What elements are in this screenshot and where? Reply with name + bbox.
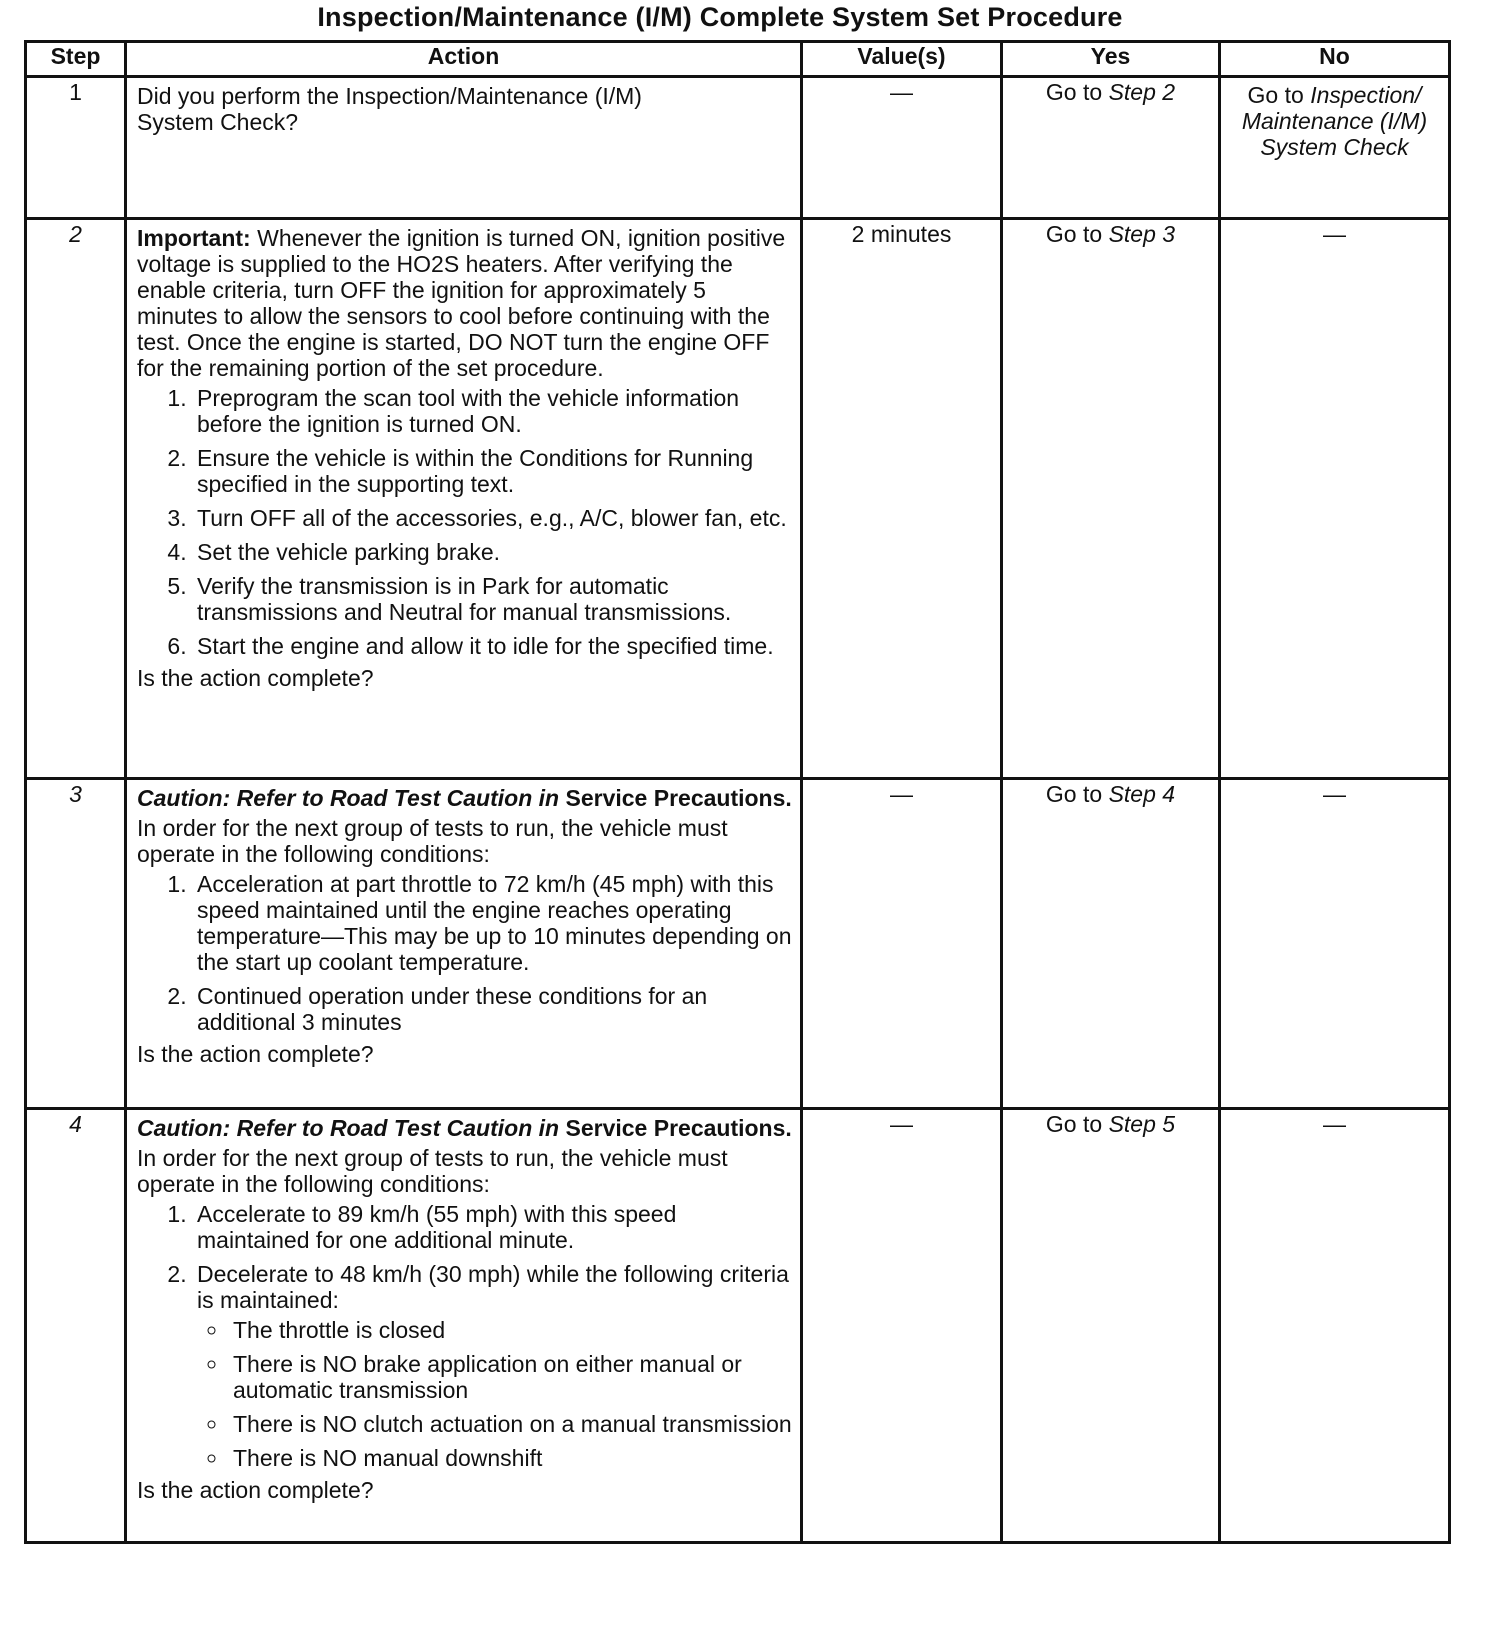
bullet-item: ◦ The throttle is closed [229, 1317, 792, 1343]
conditions-intro: In order for the next group of tests to run, the vehicle must operate in the following conditions: [137, 815, 728, 867]
header-action: Action [126, 42, 802, 77]
yes-cell [1002, 219, 1220, 779]
goto-prefix: Go to [1045, 781, 1103, 807]
important-note [137, 225, 792, 381]
list-item: 1. Preprogram the scan tool with the vehicle information before the ignition is turned ON. [193, 385, 792, 437]
no-cell [1220, 77, 1450, 219]
list-item: 3. Turn OFF all of the accessories, e.g., A/C, blower fan, etc. [193, 505, 792, 531]
caution-target: Service Precautions. [565, 785, 792, 811]
action-cell [126, 779, 802, 1109]
value-cell: — [802, 1109, 1002, 1543]
header-yes: Yes [1002, 42, 1220, 77]
goto-step-link[interactable]: Step 3 [1108, 221, 1176, 247]
bullet-item: ◦ There is NO manual downshift [229, 1445, 792, 1471]
step-number: 2 [26, 219, 126, 779]
important-text: Whenever the ignition is turned ON, ignition positive voltage is supplied to the HO2S heaters. After verifying the enable criteria, turn OFF the ignition for approximately 5 minutes to allow the sensors to cool before continuing with the test. Once the engine is started, DO NOT turn the engine OFF for the remaining portion of the set procedure. [137, 225, 786, 381]
step-number: 3 [26, 779, 126, 1109]
important-label: Important: [137, 225, 251, 251]
bullet-item: ◦ There is NO clutch actuation on a manual transmission [229, 1411, 792, 1437]
header-row [26, 42, 1450, 77]
conditions-list [137, 871, 792, 1035]
table-row-step-1 [26, 77, 1450, 219]
page-title: Inspection/Maintenance (I/M) Complete System Set Procedure [317, 2, 1123, 32]
conditions-intro: In order for the next group of tests to run, the vehicle must operate in the following conditions: [137, 1145, 728, 1197]
goto-step-link[interactable]: Step 4 [1108, 781, 1176, 807]
table-row-step-2 [26, 219, 1450, 779]
action-cell [126, 219, 802, 779]
conditions-list [137, 1201, 792, 1471]
procedure-list [137, 385, 792, 659]
list-item-text: Decelerate to 48 km/h (30 mph) while the following criteria is maintained: [197, 1261, 789, 1313]
no-cell: — [1220, 779, 1450, 1109]
bullet-item: ◦ There is NO brake application on either manual or automatic transmission [229, 1351, 792, 1403]
step-number: 4 [26, 1109, 126, 1543]
goto-step-link[interactable]: Step 2 [1108, 79, 1176, 105]
list-item: 1. Acceleration at part throttle to 72 km/h (45 mph) with this speed maintained until the engine reaches operating temperature—This may be up to 10 minutes depending on the start up coolant temperature. [193, 871, 792, 975]
action-cell [126, 77, 802, 219]
list-item: 6. Start the engine and allow it to idle for the specified time. [193, 633, 792, 659]
action-question: Is the action complete? [137, 1477, 374, 1503]
goto-prefix: Go to [1045, 1111, 1103, 1137]
caution-in: in [538, 1115, 560, 1141]
header-step: Step [26, 42, 126, 77]
yes-cell [1002, 1109, 1220, 1543]
caution-note [137, 785, 792, 811]
list-item: 2. Ensure the vehicle is within the Conditions for Running specified in the supporting text. [193, 445, 792, 497]
list-item: 5. Verify the transmission is in Park for automatic transmissions and Neutral for manual transmissions. [193, 573, 792, 625]
goto-system-check-link[interactable]: Inspection/ Maintenance (I/M) System Check [1241, 82, 1428, 160]
value-cell: — [802, 779, 1002, 1109]
caution-in: in [538, 785, 560, 811]
goto-prefix: Go to [1045, 79, 1103, 105]
goto-prefix: Go to [1247, 82, 1304, 108]
value-cell: — [802, 77, 1002, 219]
caution-label: Caution: Refer to Road Test Caution [137, 785, 533, 811]
no-cell: — [1220, 219, 1450, 779]
action-question: Did you perform the Inspection/Maintenance (I/M) System Check? [137, 83, 642, 135]
procedure-table [24, 40, 1451, 1544]
caution-target: Service Precautions. [565, 1115, 792, 1141]
caution-label: Caution: Refer to Road Test Caution [137, 1115, 533, 1141]
header-no: No [1220, 42, 1450, 77]
list-item: 4. Set the vehicle parking brake. [193, 539, 792, 565]
table-row-step-3 [26, 779, 1450, 1109]
goto-prefix: Go to [1045, 221, 1103, 247]
list-item: 1. Accelerate to 89 km/h (55 mph) with this speed maintained for one additional minute. [193, 1201, 792, 1253]
no-cell: — [1220, 1109, 1450, 1543]
action-question: Is the action complete? [137, 665, 374, 691]
yes-cell [1002, 77, 1220, 219]
table-row-step-4 [26, 1109, 1450, 1543]
yes-cell [1002, 779, 1220, 1109]
list-item: 2. Continued operation under these conditions for an additional 3 minutes [193, 983, 792, 1035]
action-question: Is the action complete? [137, 1041, 374, 1067]
list-item [193, 1261, 792, 1471]
action-cell [126, 1109, 802, 1543]
goto-step-link[interactable]: Step 5 [1108, 1111, 1176, 1137]
criteria-list [197, 1317, 792, 1471]
value-cell: 2 minutes [802, 219, 1002, 779]
caution-note [137, 1115, 792, 1141]
step-number: 1 [26, 77, 126, 219]
header-values: Value(s) [802, 42, 1002, 77]
